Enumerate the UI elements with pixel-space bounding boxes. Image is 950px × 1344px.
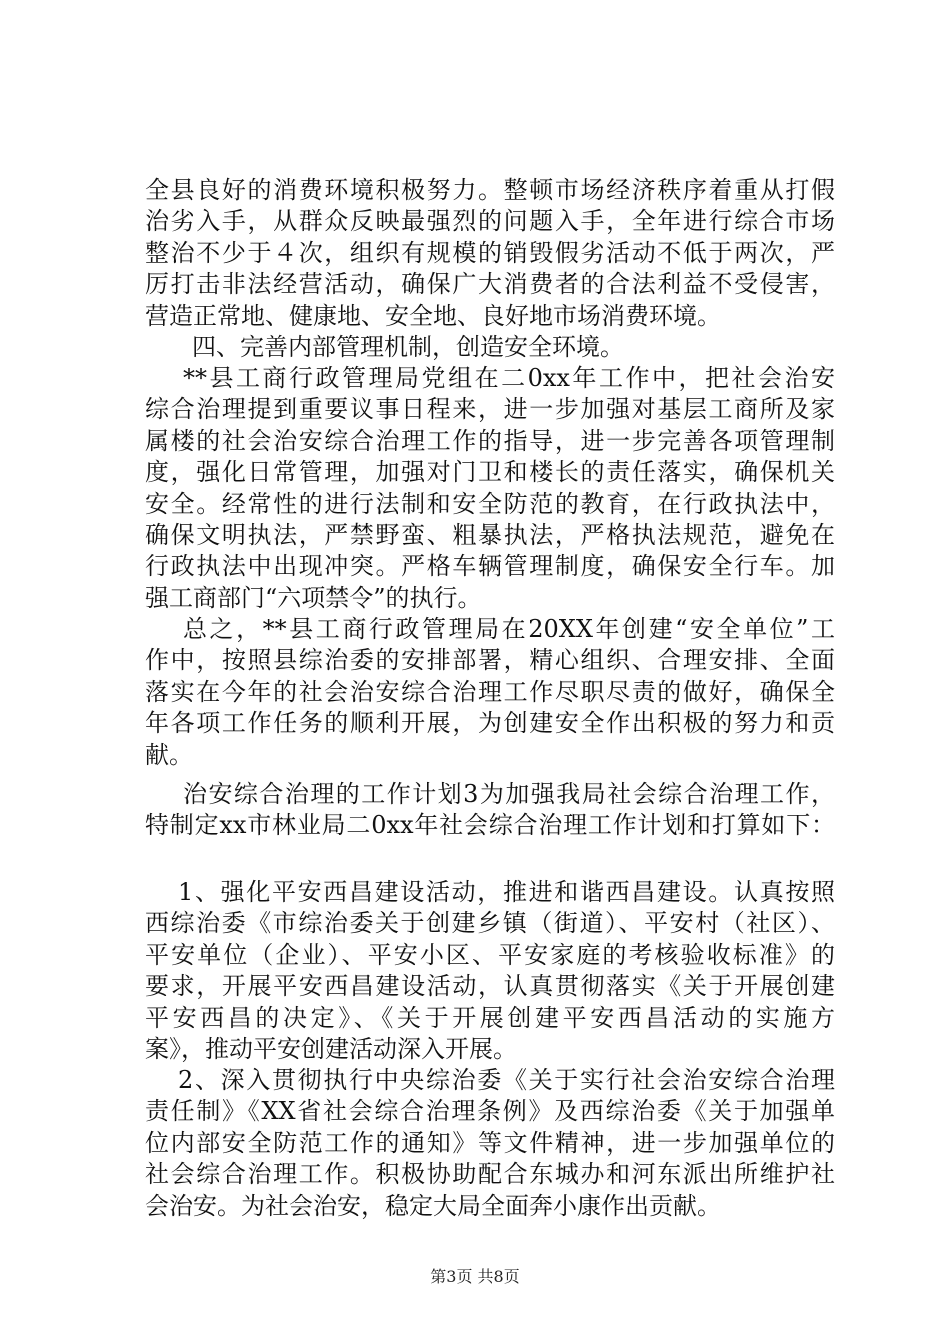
text-line: 落实在今年的社会治安综合治理工作尽职尽责的做好，确保全 — [145, 677, 835, 706]
text-line: 会治安。为社会治安，稳定大局全面奔小康作出贡献。 — [145, 1191, 721, 1220]
text-line: 厉打击非法经营活动，确保广大消费者的合法利益不受侵害， — [145, 270, 835, 299]
section-heading-four — [192, 332, 835, 363]
text-line: 平安单位（企业）、平安小区、平安家庭的考核验收标准》的 — [145, 940, 835, 969]
paragraph-work-plan-intro — [145, 779, 835, 842]
text-line: 安全。经常性的进行法制和安全防范的教育，在行政执法中， — [145, 489, 835, 518]
text-line: 确保文明执法，严禁野蛮、粗暴执法，严格执法规范，避免在 — [145, 520, 835, 549]
text-line: 平安西昌的决定》、《关于开展创建平安西昌活动的实施方 — [145, 1003, 835, 1032]
text-line: 西综治委《市综治委关于创建乡镇（街道）、平安村（社区）、 — [145, 909, 835, 938]
text-line-indented: 治安综合治理的工作计划3为加强我局社会综合治理工作， — [183, 780, 835, 808]
text-line-indented: **县工商行政管理局党组在二0xx年工作中，把社会治安 — [183, 364, 835, 392]
text-line: 献。 — [145, 740, 193, 769]
page-number-footer: 第3页 共8页 — [430, 1267, 520, 1286]
text-line: 特制定xx市林业局二0xx年社会综合治理工作计划和打算如下： — [145, 811, 835, 840]
text-line: 案》，推动平安创建活动深入开展。 — [145, 1034, 517, 1063]
text-line: 年各项工作任务的顺利开展，为创建安全作出积极的努力和贡 — [145, 709, 835, 738]
text-line: 全县良好的消费环境积极努力。整顿市场经济秩序着重从打假 — [145, 176, 835, 204]
text-line: 属楼的社会治安综合治理工作的指导，进一步完善各项管理制 — [145, 426, 835, 455]
text-line: 位内部安全防范工作的通知》等文件精神，进一步加强单位的 — [145, 1128, 835, 1157]
text-line: 治劣入手，从群众反映最强烈的问题入手，全年进行综合市场 — [145, 207, 835, 236]
text-line: 强工商部门“六项禁令”的执行。 — [145, 583, 482, 612]
text-line: 度，强化日常管理，加强对门卫和楼长的责任落实，确保机关 — [145, 458, 835, 487]
text-line-indented: 1、强化平安西昌建设活动，推进和谐西昌建设。认真按照 — [178, 878, 835, 906]
paragraph-internal-management — [145, 363, 835, 614]
heading-text: 四、完善内部管理机制，创造安全环境。 — [192, 333, 624, 361]
text-line-indented: 总之，**县工商行政管理局在20XX年创建“安全单位”工 — [183, 615, 835, 643]
plan-item-2 — [145, 1065, 835, 1222]
text-line: 综合治理提到重要议事日程来，进一步加强对基层工商所及家 — [145, 395, 835, 424]
text-line: 营造正常地、健康地、安全地、良好地市场消费环境。 — [145, 301, 721, 330]
text-line: 整治不少于４次，组织有规模的销毁假劣活动不低于两次，严 — [145, 238, 835, 267]
text-line: 要求，开展平安西昌建设活动，认真贯彻落实《关于开展创建 — [145, 972, 835, 1001]
text-line: 社会综合治理工作。积极协助配合东城办和河东派出所维护社 — [145, 1160, 835, 1189]
paragraph-consumer-environment — [145, 175, 835, 332]
plan-item-1 — [145, 877, 835, 1065]
text-line: 行政执法中出现冲突。严格车辆管理制度，确保安全行车。加 — [145, 552, 835, 581]
text-line: 作中，按照县综治委的安排部署，精心组织、合理安排、全面 — [145, 646, 835, 675]
text-line: 责任制》《XX省社会综合治理条例》及西综治委《关于加强单 — [145, 1097, 835, 1126]
text-line-indented: 2、深入贯彻执行中央综治委《关于实行社会治安综合治理 — [178, 1066, 835, 1094]
paragraph-summary — [145, 614, 835, 771]
